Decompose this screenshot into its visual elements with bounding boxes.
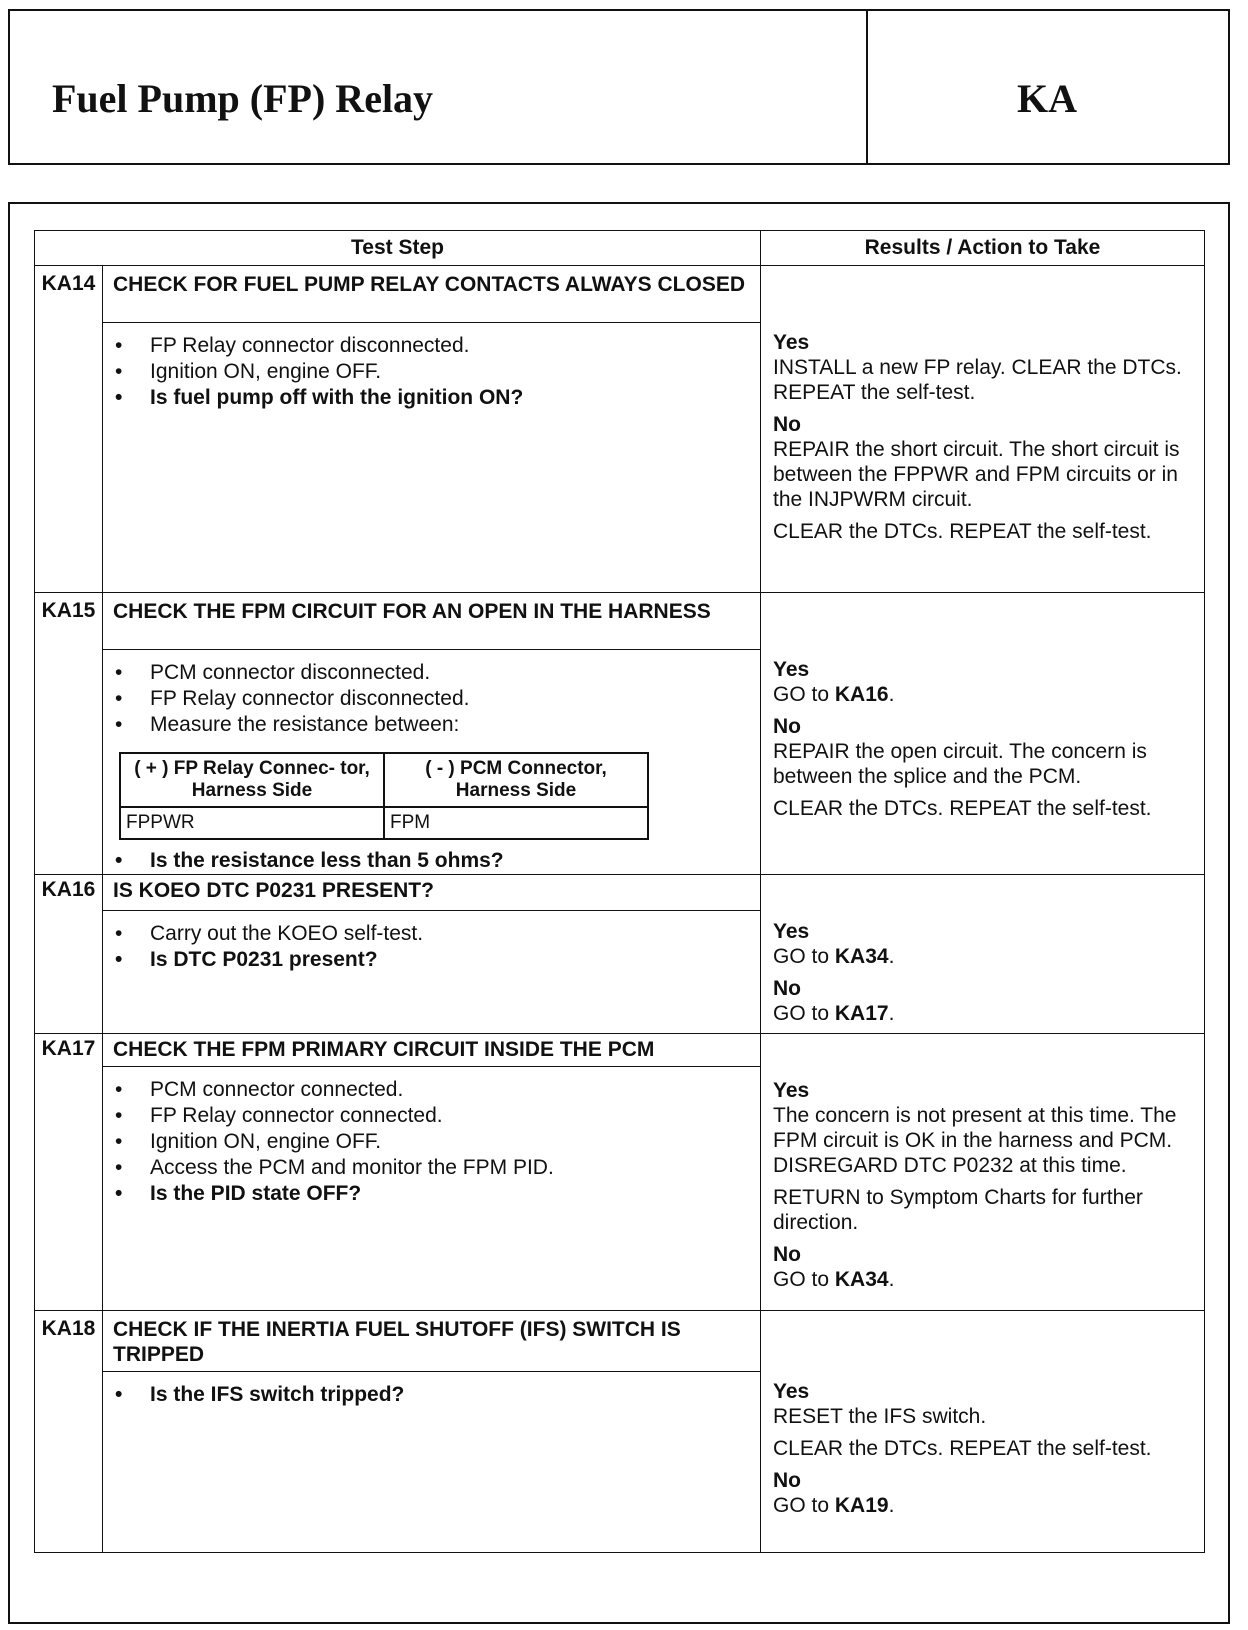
bullet-item: • FP Relay connector connected. xyxy=(35,1103,760,1129)
result-no-text: REPAIR the short circuit. The short circuit is between the FPPWR and FPM circuits or in the INJPWRM circuit. xyxy=(773,438,1180,511)
step-reference: KA19 xyxy=(834,1494,889,1517)
step-title: CHECK FOR FUEL PUMP RELAY CONTACTS ALWAYS CLOSED xyxy=(103,266,761,323)
bullet-item: • PCM connector connected. xyxy=(35,1077,760,1103)
resistance-table xyxy=(119,752,649,840)
step-id: KA16 xyxy=(35,875,103,1034)
result-yes-text: GO to xyxy=(773,683,830,706)
step-reference: KA34 xyxy=(834,1268,889,1291)
bullet-question: • Is the resistance less than 5 ohms? xyxy=(35,848,760,874)
bullet-question: • Is fuel pump off with the ignition ON? xyxy=(35,385,760,411)
step-id: KA14 xyxy=(35,266,103,593)
bullet-question: • Is the IFS switch tripped? xyxy=(35,1382,760,1408)
bullet-item: • Ignition ON, engine OFF. xyxy=(35,359,760,385)
result-yes-label: Yes xyxy=(773,658,810,681)
bullet-item: • Access the PCM and monitor the FPM PID. xyxy=(35,1155,760,1181)
step-title: CHECK THE FPM CIRCUIT FOR AN OPEN IN THE HARNESS xyxy=(103,593,761,650)
result-no-text: REPAIR the open circuit. The concern is between the splice and the PCM. xyxy=(773,740,1147,788)
result-no-label: No xyxy=(773,1469,801,1492)
result-note: RETURN to Symptom Charts for further direction. xyxy=(773,1186,1143,1234)
sub-header-pcm: ( - ) PCM Connector, Harness Side xyxy=(384,753,648,807)
step-reference: KA34 xyxy=(834,945,889,968)
bullet-item: • Carry out the KOEO self-test. xyxy=(35,921,760,947)
step-results: Yes GO to KA16. No REPAIR the open circuit. The concern is between the splice and the PCM. CLEAR the DTCs. REPEAT the self-test. xyxy=(761,593,1205,875)
bullet-item: • PCM connector disconnected. xyxy=(35,660,760,686)
bullet-item: • FP Relay connector disconnected. xyxy=(35,686,760,712)
step-body xyxy=(103,323,761,593)
step-body xyxy=(103,1372,761,1553)
bullet-item: • Ignition ON, engine OFF. xyxy=(35,1129,760,1155)
col-header-test-step: Test Step xyxy=(35,231,761,266)
result-yes-label: Yes xyxy=(773,1079,810,1102)
step-title: IS KOEO DTC P0231 PRESENT? xyxy=(103,875,761,911)
result-yes-text: GO to xyxy=(773,945,830,968)
bullet-item: • Measure the resistance between: xyxy=(35,712,760,738)
result-no-label: No xyxy=(773,715,801,738)
sub-header-relay: ( + ) FP Relay Connec- tor, Harness Side xyxy=(120,753,384,807)
result-no-text: GO to xyxy=(773,1494,830,1517)
col-header-results: Results / Action to Take xyxy=(761,231,1205,266)
step-reference: KA17 xyxy=(834,1002,889,1025)
page-header xyxy=(8,9,1230,165)
step-results xyxy=(761,266,1205,593)
step-id: KA15 xyxy=(35,593,103,875)
result-note: CLEAR the DTCs. REPEAT the self-test. xyxy=(773,797,1152,820)
page-title: Fuel Pump (FP) Relay xyxy=(52,76,434,121)
result-yes-text: The concern is not present at this time. The FPM circuit is OK in the harness and PCM. DISREGARD DTC P0232 at this time. xyxy=(773,1104,1177,1177)
step-body xyxy=(103,910,761,1033)
result-no-label: No xyxy=(773,1243,801,1266)
result-yes-label: Yes xyxy=(773,1380,810,1403)
result-note: CLEAR the DTCs. REPEAT the self-test. xyxy=(773,520,1152,543)
step-results: Yes RESET the IFS switch. CLEAR the DTCs. REPEAT the self-test. No GO to KA19. xyxy=(761,1311,1205,1553)
step-reference: KA16 xyxy=(834,683,889,706)
test-step-table xyxy=(34,230,1205,1553)
step-body xyxy=(103,1067,761,1311)
step-body xyxy=(103,650,761,875)
sub-cell-relay: FPPWR xyxy=(120,807,384,839)
result-no-text: GO to xyxy=(773,1268,830,1291)
result-yes-text: RESET the IFS switch. xyxy=(773,1405,987,1428)
result-yes-text: INSTALL a new FP relay. CLEAR the DTCs. REPEAT the self-test. xyxy=(773,356,1182,404)
bullet-item: • FP Relay connector disconnected. xyxy=(35,333,760,359)
result-no-text: GO to xyxy=(773,1002,830,1025)
result-yes-label: Yes xyxy=(773,920,810,943)
step-id: KA17 xyxy=(35,1034,103,1311)
result-no-label: No xyxy=(773,977,801,1000)
result-note: CLEAR the DTCs. REPEAT the self-test. xyxy=(773,1437,1152,1460)
result-yes-label: Yes xyxy=(773,331,810,354)
section-code: KA xyxy=(1017,76,1077,121)
step-results: Yes GO to KA34. No GO to KA17. xyxy=(761,875,1205,1034)
bullet-question: • Is DTC P0231 present? xyxy=(35,947,760,973)
step-title: CHECK THE FPM PRIMARY CIRCUIT INSIDE THE PCM xyxy=(103,1034,761,1067)
bullet-question: • Is the PID state OFF? xyxy=(35,1181,760,1207)
sub-cell-pcm: FPM xyxy=(384,807,648,839)
step-id: KA18 xyxy=(35,1311,103,1553)
step-title: CHECK IF THE INERTIA FUEL SHUTOFF (IFS) SWITCH IS TRIPPED xyxy=(103,1311,761,1372)
result-no-label: No xyxy=(773,413,801,436)
step-results: Yes The concern is not present at this time. The FPM circuit is OK in the harness and PCM. DISREGARD DTC P0232 at this time. RETURN to Symptom Charts for further direction. No GO to KA34. xyxy=(761,1034,1205,1311)
